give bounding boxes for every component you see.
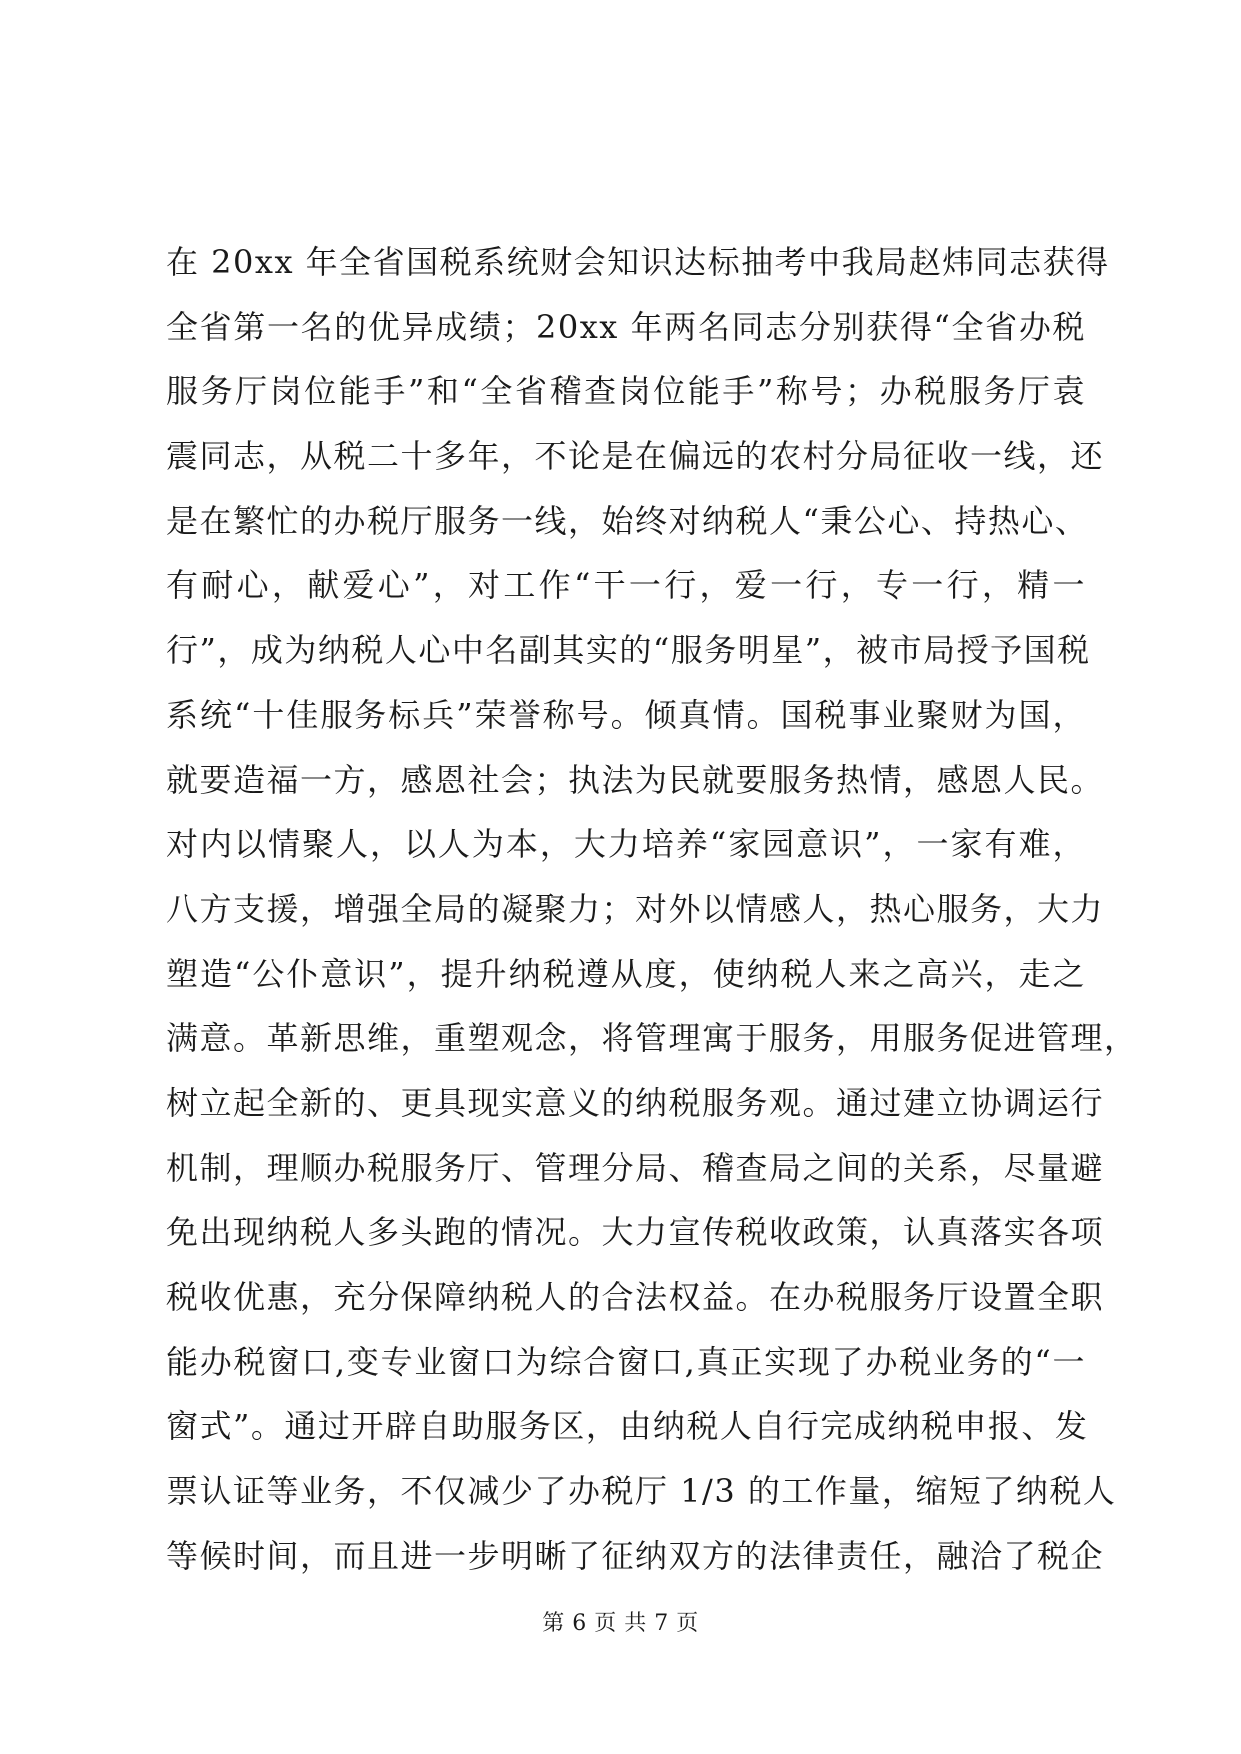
text-line: 全省第一名的优异成绩；20xx 年两名同志分别获得“全省办税 <box>166 307 1086 346</box>
text-line: 税收优惠，充分保障纳税人的合法权益。在办税服务厅设置全职 <box>166 1278 1105 1316</box>
text-line: 塑造“公仆意识”，提升纳税遵从度，使纳税人来之高兴，走之 <box>166 954 1086 993</box>
text-line: 对内以情聚人，以人为本，大力培养“家园意识”，一家有难， <box>166 825 1086 864</box>
text-line: 满意。革新思维，重塑观念，将管理寓于服务，用服务促进管理， <box>166 1019 1138 1058</box>
text-line: 在 20xx 年全省国税系统财会知识达标抽考中我局赵炜同志获得 <box>166 243 1110 281</box>
text-line: 有耐心，献爱心”，对工作“干一行，爱一行，专一行，精一 <box>166 566 1086 605</box>
text-line: 是在繁忙的办税厅服务一线，始终对纳税人“秉公心、持热心、 <box>166 501 1089 540</box>
text-line: 免出现纳税人多头跑的情况。大力宣传税收政策，认真落实各项 <box>166 1213 1105 1252</box>
text-line: 窗式”。通过开辟自助服务区，由纳税人自行完成纳税申报、发 <box>166 1407 1089 1446</box>
text-line: 树立起全新的、更具现实意义的纳税服务观。通过建立协调运行 <box>166 1083 1105 1122</box>
text-line: 机制，理顺办税服务厅、管理分局、稽查局之间的关系，尽量避 <box>166 1148 1105 1187</box>
text-line: 能办税窗口,变专业窗口为综合窗口,真正实现了办税业务的“一 <box>166 1342 1086 1381</box>
body-text <box>166 230 1138 1588</box>
text-line: 八方支援，增强全局的凝聚力；对外以情感人，热心服务，大力 <box>166 889 1105 928</box>
page-number-footer: 第 6 页 共 7 页 <box>542 1611 699 1636</box>
text-line: 就要造福一方，感恩社会；执法为民就要服务热情，感恩人民。 <box>166 760 1105 799</box>
text-line: 行”，成为纳税人心中名副其实的“服务明星”，被市局授予国税 <box>166 631 1091 670</box>
text-line: 票认证等业务，不仅减少了办税厅 1/3 的工作量，缩短了纳税人 <box>166 1472 1117 1511</box>
text-line: 等候时间，而且进一步明晰了征纳双方的法律责任，融洽了税企 <box>166 1536 1105 1575</box>
text-line: 服务厅岗位能手”和“全省稽查岗位能手”称号；办税服务厅袁 <box>166 372 1086 411</box>
text-line: 系统“十佳服务标兵”荣誉称号。倾真情。国税事业聚财为国， <box>166 695 1086 734</box>
text-line: 震同志，从税二十多年，不论是在偏远的农村分局征收一线，还 <box>166 437 1105 476</box>
